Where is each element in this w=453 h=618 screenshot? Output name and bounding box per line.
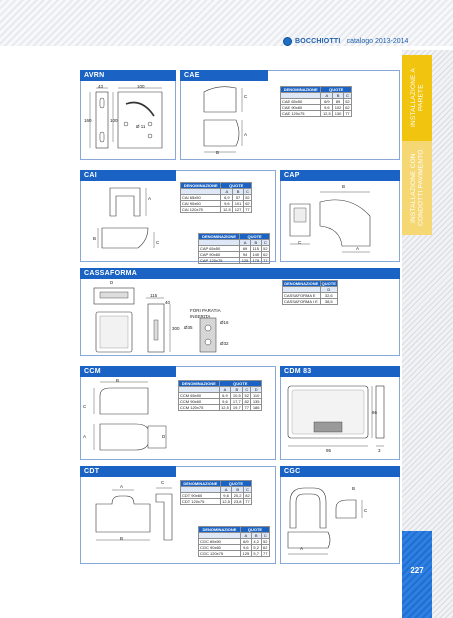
cgc-dim-c: C [364,508,368,513]
col-a: A [219,387,231,393]
cai-spec-table [180,182,252,213]
table-row: CAP 90x60 94 140 62 [200,252,268,257]
drawing-ccm [88,378,174,458]
avrn-dim-w2: 100 [137,84,145,89]
cdt-dim-b: B [120,536,124,541]
cgc-dim-a: A [300,546,304,551]
table-row: CASSAFORMA E 32,6 [283,293,338,299]
section-title-cae: CAE [180,70,268,81]
drawing-cap [284,182,398,260]
col-c: C [261,240,269,246]
avrn-dim-w1: 43 [98,84,104,89]
cai-dim-c: C [156,240,160,245]
table-row: CASSAFORMA I E 38,5 [283,299,338,305]
cai-dim-b: B [93,236,97,241]
ccm-dim-d: D [162,434,166,439]
cassaforma-dim-hole1: Ø35 [184,325,193,330]
page-number: 227 [410,566,424,575]
table-quote-header: QUOTE [240,234,270,240]
cassaforma-dim-hole3: Ø32 [220,341,229,346]
cassaforma-dim-hole2: Ø16 [220,320,229,325]
section-title-cassaforma: CASSAFORMA [80,268,400,279]
cassaforma-dim-d: D [110,280,114,285]
col-a: A [240,533,251,539]
col-b: B [233,189,244,195]
cae-dim-b: B [216,150,220,155]
drawing-cae [196,82,266,158]
col-c: C [243,487,251,493]
table-quote-header: QUOTE [321,87,352,93]
col-c: C [243,387,251,393]
brand-logo-icon [283,37,292,46]
col-a: A [240,240,251,246]
col-c: C [261,533,269,539]
table-name-header: DENOMINAZIONE [284,281,319,286]
drawing-cdm83 [284,380,398,458]
cap-spec-table [198,233,270,264]
table-row: CAP 120x75 125 175 77 [200,258,268,263]
section-title-cgc: CGC [280,466,400,477]
side-tab-label: INSTALLAZIONE A PARETE [409,68,424,128]
table-name-header: DENOMINAZIONE [181,481,221,487]
table-quote-header: QUOTE [240,527,269,533]
drawing-cassaforma [88,282,278,354]
table-row: CGC 65x50 6/9 4,2 52 [200,539,268,544]
section-title-avrn: AVRN [80,70,176,81]
cap-dim-a: A [356,246,360,251]
cdt-dim-a: A [120,484,124,489]
cassaforma-dim-w2: 40 [165,300,171,305]
section-title-cdt: CDT [80,466,176,477]
ccm-dim-b: B [116,378,120,383]
avrn-dim-h1: 160 [84,118,92,123]
col-b: B [231,387,243,393]
table-quote-header: QUOTE [220,481,251,487]
table-name-header: DENOMINAZIONE [199,527,241,533]
cae-dim-a: A [244,132,248,137]
table-row: CDT 90x60 9,6 20,2 82 [182,493,250,498]
section-title-cai: CAI [80,170,176,181]
table-row: CAE 90x60 9,6 102 62 [282,105,350,110]
table-row: CAE 120x75 12,5 130 77 [282,111,350,116]
section-title-cdm83: CDM 83 [280,366,400,377]
table-row: CAI 90x60 9,6 101 62 [182,201,250,206]
table-row: CCM 120x75 12,5 19,7 77 186 [180,405,260,410]
col-c: C [343,93,351,99]
ccm-dim-c: C [83,404,87,409]
catalog-title: catalogo 2013-2014 [346,37,409,45]
col-a: A [220,487,232,493]
avrn-dim-hole: Ø 11 [136,124,146,129]
table-row: CAI 65x50 6,9 57 52 [182,195,250,200]
table-row: CCM 65x50 6,9 10,5 52 110 [179,393,262,399]
cdt-spec-table [180,480,252,505]
col-d: D [320,287,337,293]
table-name-header: DENOMINAZIONE [179,381,220,387]
side-tab-label: INSTALLAZIONE CON CONDOTTI PAVIMENTO [409,149,424,227]
cdm83-dim-d: 3 [378,448,381,453]
cassaforma-note: FORI PARATIA INSERITA [190,308,221,319]
col-c: C [243,189,251,195]
cgc-dim-b: B [352,486,356,491]
cae-spec-table [280,86,352,117]
col-a: A [321,93,333,99]
cdm83-dim-h: 66 [372,410,378,415]
table-row: CAI 120x75 12,5 127 77 [182,207,250,212]
col-d: D [251,387,262,393]
section-title-cap: CAP [280,170,400,181]
cassaforma-spec-table [282,280,338,305]
cdm83-dim-w: 95 [326,448,332,453]
col-b: B [232,487,244,493]
table-name-header: DENOMINAZIONE [281,87,321,93]
drawing-avrn [82,82,174,158]
col-b: B [250,240,261,246]
side-tab-installazione-pavimento[interactable] [402,141,432,235]
table-row: CAP 65x50 69 115 52 [200,246,268,251]
ccm-spec-table [178,380,262,411]
table-quote-header: QUOTE [219,381,261,387]
brand-name: BOCCHIOTTI [295,37,341,45]
cap-dim-b: B [342,184,346,189]
table-row: CDT 120x75 12,5 23,8 77 [182,499,250,504]
cae-dim-c: C [244,94,248,99]
table-quote-header: QUOTE [221,183,252,189]
table-row: CGC 120x75 125 5,7 77 [200,551,268,556]
cdt-dim-c: C [161,480,165,485]
cassaforma-dim-h: 300 [172,326,180,331]
table-row: CCM 90x60 9,6 17,7 82 135 [180,399,260,404]
cgc-spec-table [198,526,270,557]
table-name-header: DENOMINAZIONE [181,183,221,189]
drawing-cai [90,182,170,260]
avrn-dim-h2: 100 [110,118,118,123]
col-a: A [221,189,233,195]
table-name-header: DENOMINAZIONE [199,234,240,240]
avrn-technical-drawing [82,82,174,158]
table-row: CGC 90x60 9,6 5,2 62 [200,545,268,550]
side-tab-installazione-parete[interactable] [402,55,432,141]
brand [283,36,408,46]
table-quote-header: QUOTE [321,281,336,286]
section-title-ccm: CCM [80,366,176,377]
cassaforma-dim-w1: 115 [150,293,158,298]
col-b: B [251,533,261,539]
ccm-dim-a: A [83,434,87,439]
drawing-cdt [84,478,180,562]
cai-dim-a: A [148,196,152,201]
col-b: B [333,93,344,99]
cap-dim-c: C [298,240,302,245]
table-row: CAE 65x50 6/9 89 52 [282,99,350,104]
